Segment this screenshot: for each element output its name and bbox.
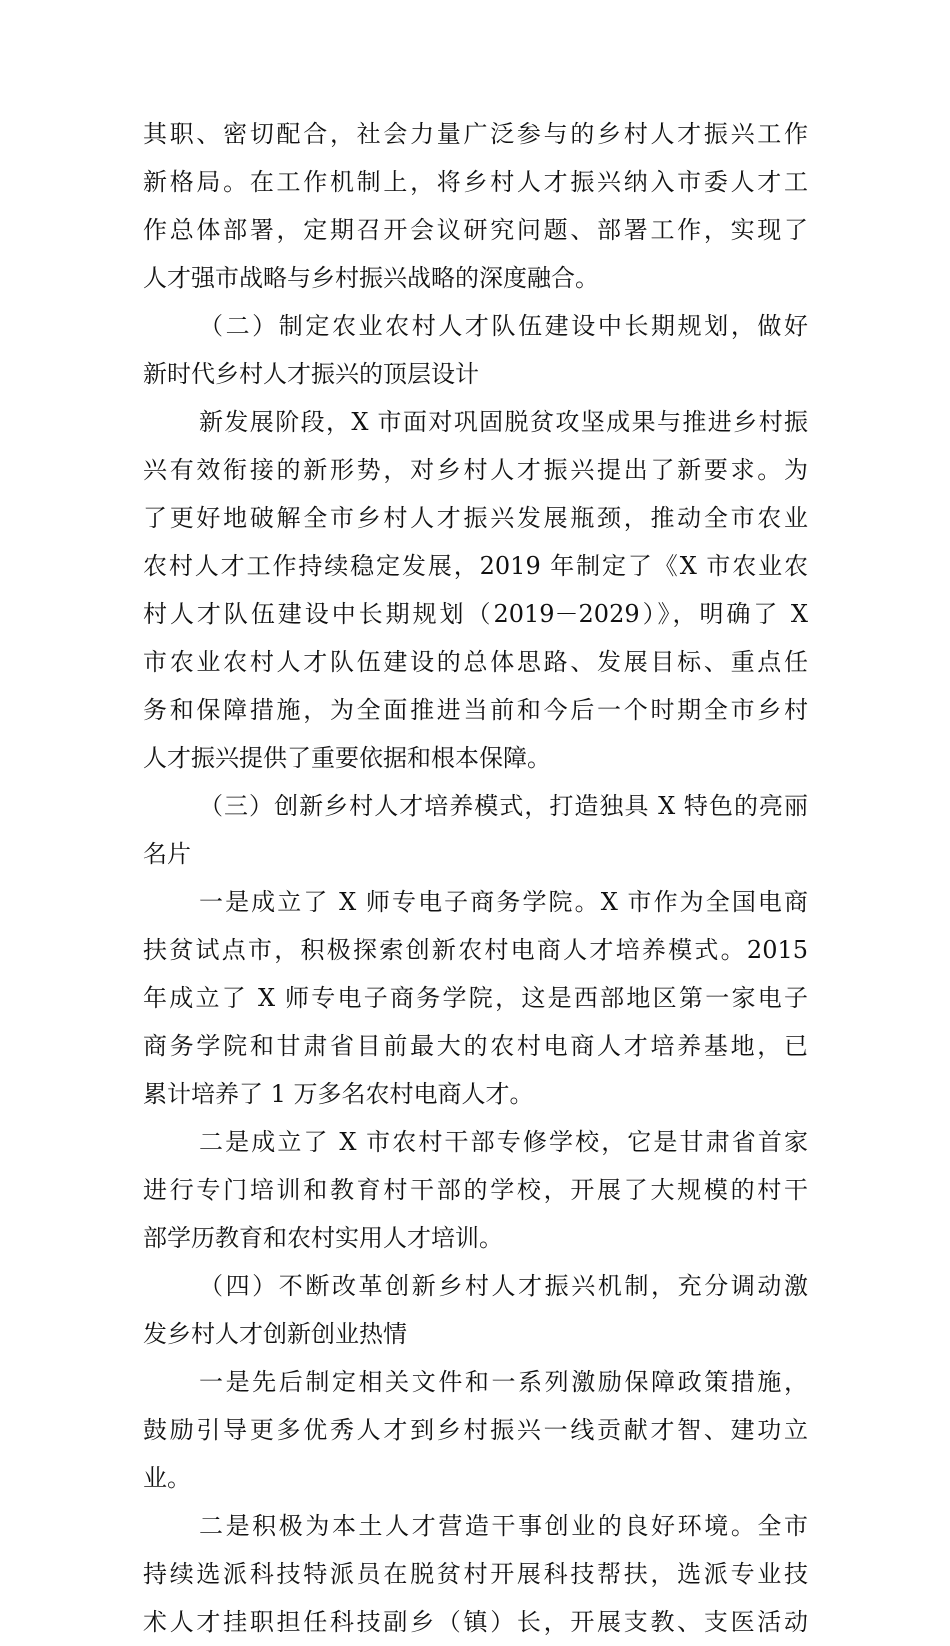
section-heading [143, 782, 808, 878]
text-line: 新时代乡村人才振兴的顶层设计 [143, 360, 479, 388]
body-paragraph [143, 1118, 808, 1262]
text-line: 新发展阶段，X 市面对巩固脱贫攻坚成果与推进乡村振 [199, 408, 808, 436]
body-paragraph [143, 878, 808, 1118]
text-line: 发乡村人才创新创业热情 [143, 1320, 407, 1348]
text-line: 村人才队伍建设中长期规划（2019－2029）》，明确了 X [143, 600, 808, 628]
text-line: 新格局。在工作机制上，将乡村人才振兴纳入市委人才工 [143, 168, 808, 196]
text-line: 扶贫试点市，积极探索创新农村电商人才培养模式。2015 [143, 936, 808, 964]
text-line: 进行专门培训和教育村干部的学校，开展了大规模的村干 [143, 1176, 808, 1204]
body-paragraph [143, 398, 808, 782]
text-line: （四）不断改革创新乡村人才振兴机制，充分调动激 [199, 1272, 808, 1300]
text-line: 市农业农村人才队伍建设的总体思路、发展目标、重点任 [143, 648, 808, 676]
text-line: 务和保障措施，为全面推进当前和今后一个时期全市乡村 [143, 696, 808, 724]
text-line: 部学历教育和农村实用人才培训。 [143, 1224, 503, 1252]
text-line: 作总体部署，定期召开会议研究问题、部署工作，实现了 [143, 216, 808, 244]
text-line: 二是积极为本土人才营造干事创业的良好环境。全市 [199, 1512, 808, 1540]
text-line: 一是先后制定相关文件和一系列激励保障政策措施， [199, 1368, 808, 1396]
text-line: （二）制定农业农村人才队伍建设中长期规划，做好 [199, 312, 808, 340]
text-line: 名片 [143, 840, 191, 868]
body-paragraph [143, 110, 808, 302]
text-line: 人才强市战略与乡村振兴战略的深度融合。 [143, 264, 599, 292]
text-line: 术人才挂职担任科技副乡（镇）长，开展支教、支医活动 [143, 1608, 808, 1636]
document-body [143, 110, 808, 1646]
text-line: 其职、密切配合，社会力量广泛参与的乡村人才振兴工作 [143, 120, 808, 148]
text-line: 了更好地破解全市乡村人才振兴发展瓶颈，推动全市农业 [143, 504, 808, 532]
body-paragraph [143, 1358, 808, 1502]
text-line: 商务学院和甘肃省目前最大的农村电商人才培养基地，已 [143, 1032, 808, 1060]
text-line: 持续选派科技特派员在脱贫村开展科技帮扶，选派专业技 [143, 1560, 808, 1588]
text-line: 人才振兴提供了重要依据和根本保障。 [143, 744, 551, 772]
text-line: 一是成立了 X 师专电子商务学院。X 市作为全国电商 [199, 888, 808, 916]
body-paragraph [143, 1502, 808, 1646]
text-line: 业。 [143, 1464, 191, 1492]
text-line: 鼓励引导更多优秀人才到乡村振兴一线贡献才智、建功立 [143, 1416, 808, 1444]
text-line: 二是成立了 X 市农村干部专修学校，它是甘肃省首家 [199, 1128, 808, 1156]
text-line: 兴有效衔接的新形势，对乡村人才振兴提出了新要求。为 [143, 456, 808, 484]
text-line: （三）创新乡村人才培养模式，打造独具 X 特色的亮丽 [199, 792, 808, 820]
section-heading [143, 302, 808, 398]
text-line: 累计培养了 1 万多名农村电商人才。 [143, 1080, 534, 1108]
text-line: 年成立了 X 师专电子商务学院，这是西部地区第一家电子 [143, 984, 808, 1012]
text-line: 农村人才工作持续稳定发展，2019 年制定了《X 市农业农 [143, 552, 808, 580]
